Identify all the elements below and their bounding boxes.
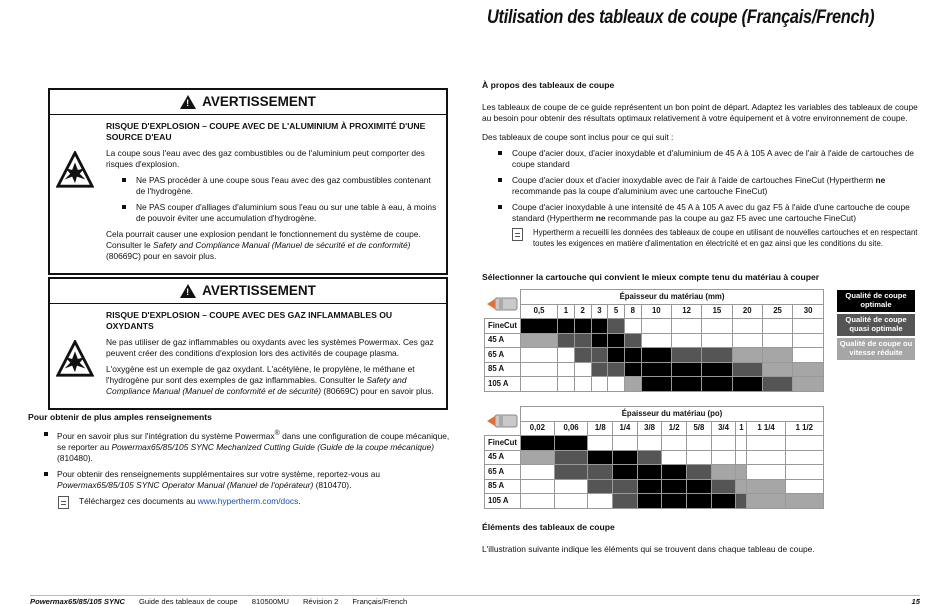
quality-cell xyxy=(711,465,736,480)
quality-cell xyxy=(702,348,732,363)
quality-cell xyxy=(558,362,575,377)
warning-header xyxy=(50,90,446,115)
list-item: Coupe d'acier doux, d'acier inoxydable et d'aluminium de 45 A à 105 A avec de l'air à l'aide de cartouches de coupe standard xyxy=(482,148,922,170)
list-item: Pour obtenir des renseignements supplémentaires sur votre système, reportez-vous au Powermax65/85/105 SYNC Operator Manual (Manuel de l'opérateur) (810470). xyxy=(28,469,456,491)
quality-cell xyxy=(554,450,588,465)
quality-cell xyxy=(702,377,732,392)
quality-cell xyxy=(641,333,671,348)
row-label: 85 A xyxy=(485,362,521,377)
column-header: 8 xyxy=(624,304,641,319)
quality-cell xyxy=(747,436,785,451)
more-info-section xyxy=(28,412,456,509)
quality-cell xyxy=(785,450,823,465)
footer-page-number: 15 xyxy=(911,597,920,605)
quality-cell xyxy=(588,450,613,465)
quality-cell xyxy=(793,333,824,348)
section-heading: À propos des tableaux de coupe xyxy=(482,80,615,90)
quality-cell xyxy=(624,362,641,377)
quality-cell xyxy=(687,465,712,480)
quality-cell xyxy=(736,450,747,465)
quality-cell xyxy=(762,362,792,377)
warning-text: L'oxygène est un exemple de gaz oxydant. L'acétylène, le propylène, le méthane et l'hydrogène pur sont des exemples de gaz inflammables. Consulter le Safety and Compliance Manual (Manuel de conformité et de sécurité) (80669C) pour en savoir plus. xyxy=(106,364,434,397)
quality-cell xyxy=(662,450,687,465)
column-header: 1/8 xyxy=(588,421,613,436)
quality-cell xyxy=(793,362,824,377)
quality-cell xyxy=(785,479,823,494)
column-header: 5/8 xyxy=(687,421,712,436)
footer-language: Français/French xyxy=(352,597,408,605)
table-row xyxy=(485,319,824,334)
table-row xyxy=(485,494,824,509)
legend-item-optimal: Qualité de coupe optimale xyxy=(836,289,916,313)
quality-cell xyxy=(521,333,558,348)
warning-bullet: Ne PAS procéder à une coupe sous l'eau avec des gaz combustibles contenant de l'hydrogène. xyxy=(106,175,438,197)
quality-cell xyxy=(662,436,687,451)
quality-cell xyxy=(613,494,638,509)
explosion-hazard-icon xyxy=(56,340,94,378)
quality-cell xyxy=(687,494,712,509)
quality-cell xyxy=(736,436,747,451)
quality-cell xyxy=(558,333,575,348)
quality-cell xyxy=(608,377,625,392)
quality-cell xyxy=(671,333,701,348)
column-header: 1 1/4 xyxy=(747,421,785,436)
row-label: FineCut xyxy=(485,436,521,451)
quality-cell xyxy=(702,333,732,348)
quality-cell xyxy=(521,494,555,509)
quality-cell xyxy=(641,377,671,392)
quality-cell xyxy=(732,362,762,377)
quality-cell xyxy=(558,377,575,392)
warning-text: Cela pourrait causer une explosion pendant le fonctionnement du système de coupe. Consulter le Safety and Compliance Manual (Manuel de sécurité et de conformité) (80669C) pour en savoir plus. xyxy=(106,228,421,261)
table-row xyxy=(485,333,824,348)
page-footer xyxy=(30,595,920,605)
quality-cell xyxy=(762,348,792,363)
column-header: 0,5 xyxy=(521,304,558,319)
quality-cell xyxy=(711,479,736,494)
table-row xyxy=(485,377,824,392)
table-corner xyxy=(485,421,521,436)
warning-title: RISQUE D'EXPLOSION – COUPE AVEC DE L'ALUMINIUM À PROXIMITÉ D'UNE SOURCE D'EAU xyxy=(106,121,426,143)
paragraph: Des tableaux de coupe sont inclus pour ce qui suit : xyxy=(482,132,674,143)
quality-cell xyxy=(591,333,608,348)
quality-cell xyxy=(637,479,662,494)
quality-cell xyxy=(762,377,792,392)
about-section xyxy=(482,80,922,249)
quality-cell xyxy=(588,494,613,509)
column-header: 1 1/2 xyxy=(785,421,823,436)
warning-triangle-icon: ! xyxy=(180,284,196,298)
quality-cell xyxy=(558,319,575,334)
explosion-hazard-icon xyxy=(56,151,94,189)
row-label: 65 A xyxy=(485,348,521,363)
column-header: 12 xyxy=(671,304,701,319)
quality-cell xyxy=(747,465,785,480)
quality-cell xyxy=(785,494,823,509)
quality-legend xyxy=(836,289,916,361)
row-label: 105 A xyxy=(485,377,521,392)
warning-text: Ne pas utiliser de gaz inflammables ou oxydants avec les systèmes Powermax. Ces gaz peuvent créer des conditions d'explosion lors des activités de coupage plasma. xyxy=(106,337,434,359)
table-row xyxy=(485,436,824,451)
quality-cell xyxy=(574,377,591,392)
quality-cell xyxy=(613,465,638,480)
quality-cell xyxy=(762,319,792,334)
quality-cell xyxy=(624,377,641,392)
list-item: Coupe d'acier inoxydable à une intensité de 45 A à 105 A avec du gaz F5 à l'aide d'une cartouche de coupe standard (Hypertherm ne recommande pas la coupe au gaz F5 avec une cartouche FineCut) xyxy=(482,202,922,224)
quality-cell xyxy=(637,465,662,480)
quality-cell xyxy=(793,319,824,334)
quality-cell xyxy=(591,319,608,334)
quality-cell xyxy=(554,436,588,451)
warning-box-gases xyxy=(48,277,448,410)
quality-cell xyxy=(624,348,641,363)
note: Hypertherm a recueilli les données des tableaux de coupe en utilisant de nouvelles cartouches et en respectant toutes les exigences en matière d'alimentation en électricité et en gaz ainsi que les conditions du site. xyxy=(482,228,922,248)
warning-title: RISQUE D'EXPLOSION – COUPE AVEC DES GAZ INFLAMMABLES OU OXYDANTS xyxy=(106,310,393,332)
quality-cell xyxy=(662,479,687,494)
warning-header-label: AVERTISSEMENT xyxy=(202,283,316,299)
quality-cell xyxy=(521,377,558,392)
footer-guide: Guide des tableaux de coupe xyxy=(138,597,238,605)
row-label: 45 A xyxy=(485,333,521,348)
quality-cell xyxy=(613,436,638,451)
column-header: 30 xyxy=(793,304,824,319)
quality-cell xyxy=(613,479,638,494)
warning-text: La coupe sous l'eau avec des gaz combustibles ou de l'aluminium peut comporter des risques d'explosion. xyxy=(106,148,425,170)
row-label: 85 A xyxy=(485,479,521,494)
elements-section xyxy=(482,522,922,560)
footer-doc-number: 810500MU xyxy=(251,597,289,605)
section-heading: Sélectionner la cartouche qui convient le mieux compte tenu du matériau à couper xyxy=(482,272,820,282)
column-header: 1 xyxy=(558,304,575,319)
footer-revision: Révision 2 xyxy=(302,597,339,605)
quality-cell xyxy=(736,479,747,494)
quality-cell xyxy=(662,494,687,509)
warning-triangle-icon: ! xyxy=(180,95,196,109)
quality-cell xyxy=(574,333,591,348)
table-row xyxy=(485,362,824,377)
quality-cell xyxy=(747,479,785,494)
quality-cell xyxy=(762,333,792,348)
quality-cell xyxy=(637,450,662,465)
quality-cell xyxy=(554,494,588,509)
table-row xyxy=(485,450,824,465)
column-header: 0,02 xyxy=(521,421,555,436)
quality-cell xyxy=(608,362,625,377)
quality-cell xyxy=(637,436,662,451)
column-header: 3/4 xyxy=(711,421,736,436)
quality-cell xyxy=(711,436,736,451)
quality-cell xyxy=(785,436,823,451)
quality-cell xyxy=(558,348,575,363)
column-header: 1 xyxy=(736,421,747,436)
column-header: 25 xyxy=(762,304,792,319)
quality-cell xyxy=(591,348,608,363)
page-title: Utilisation des tableaux de coupe (Français/French) xyxy=(487,7,875,28)
row-label: 105 A xyxy=(485,494,521,509)
quality-cell xyxy=(702,319,732,334)
quality-cell xyxy=(521,362,558,377)
legend-item-near-optimal: Qualité de coupe quasi optimale xyxy=(836,313,916,337)
quality-cell xyxy=(521,348,558,363)
column-header: 5 xyxy=(608,304,625,319)
quality-cell xyxy=(687,479,712,494)
table-row xyxy=(485,479,824,494)
quality-cell xyxy=(591,362,608,377)
column-header: 0,06 xyxy=(554,421,588,436)
quality-cell xyxy=(687,450,712,465)
column-header: 1/4 xyxy=(613,421,638,436)
warning-bullet: Ne PAS couper d'alliages d'aluminium sous l'eau ou sur une table à eau, à moins de pouvoir éviter une accumulation d'hydrogène. xyxy=(106,202,438,224)
quality-cell xyxy=(624,319,641,334)
docs-link[interactable]: www.hypertherm.com/docs xyxy=(197,495,299,506)
cut-chart-table-in xyxy=(484,406,824,509)
quality-cell xyxy=(736,465,747,480)
table-row xyxy=(485,465,824,480)
quality-cell xyxy=(588,465,613,480)
warning-box-aluminium xyxy=(48,88,448,275)
quality-cell xyxy=(732,377,762,392)
column-header: 20 xyxy=(732,304,762,319)
note-icon xyxy=(512,228,523,241)
quality-cell xyxy=(671,348,701,363)
quality-cell xyxy=(736,494,747,509)
quality-cell xyxy=(608,319,625,334)
quality-cell xyxy=(574,362,591,377)
quality-cell xyxy=(785,465,823,480)
quality-cell xyxy=(521,436,555,451)
quality-cell xyxy=(671,377,701,392)
table-row xyxy=(485,348,824,363)
column-header: 15 xyxy=(702,304,732,319)
column-header: 3/8 xyxy=(637,421,662,436)
column-header: 10 xyxy=(641,304,671,319)
thickness-header: Épaisseur du matériau (mm) xyxy=(521,290,824,305)
legend-item-reduced: Qualité de coupe ou vitesse réduite xyxy=(836,337,916,361)
warning-header xyxy=(50,279,446,304)
table-corner xyxy=(485,407,521,422)
quality-cell xyxy=(574,319,591,334)
quality-cell xyxy=(793,348,824,363)
table-corner xyxy=(485,290,521,305)
column-header: 2 xyxy=(574,304,591,319)
row-label: 65 A xyxy=(485,465,521,480)
thickness-header: Épaisseur du matériau (po) xyxy=(521,407,824,422)
row-label: FineCut xyxy=(485,319,521,334)
column-header: 1/2 xyxy=(662,421,687,436)
quality-cell xyxy=(671,362,701,377)
quality-cell xyxy=(591,377,608,392)
quality-cell xyxy=(521,479,555,494)
quality-cell xyxy=(637,494,662,509)
quality-cell xyxy=(521,319,558,334)
section-heading: Éléments des tableaux de coupe xyxy=(482,522,615,532)
quality-cell xyxy=(662,465,687,480)
quality-cell xyxy=(641,362,671,377)
quality-cell xyxy=(624,333,641,348)
cut-chart-table-mm xyxy=(484,289,824,392)
quality-cell xyxy=(554,479,588,494)
table-corner xyxy=(485,304,521,319)
quality-cell xyxy=(732,333,762,348)
list-item: Coupe d'acier doux et d'acier inoxydable avec de l'air à l'aide de cartouches FineCut (Hypertherm ne recommande pas la coupe d'aluminium avec une cartouche FineCut) xyxy=(482,175,922,197)
quality-cell xyxy=(747,494,785,509)
column-header: 3 xyxy=(591,304,608,319)
quality-cell xyxy=(702,362,732,377)
quality-cell xyxy=(608,348,625,363)
quality-cell xyxy=(687,436,712,451)
note: Téléchargez ces documents au www.hypertherm.com/docs. xyxy=(28,496,456,509)
row-label: 45 A xyxy=(485,450,521,465)
paragraph: Les tableaux de coupe de ce guide représentent un bon point de départ. Adaptez les variables des tableaux de coupe au besoin pour obtenir des résultats optimaux relativement à votre équipement et à votre environnement de coupe. xyxy=(482,102,918,124)
quality-cell xyxy=(641,319,671,334)
quality-cell xyxy=(732,319,762,334)
quality-cell xyxy=(588,479,613,494)
paragraph: L'illustration suivante indique les éléments qui se trouvent dans chaque tableau de coupe. xyxy=(482,544,815,555)
quality-cell xyxy=(521,450,555,465)
quality-cell xyxy=(521,465,555,480)
quality-cell xyxy=(711,450,736,465)
list-item: Pour en savoir plus sur l'intégration du système Powermax® dans une configuration de coupe mécanique, se reporter au Powermax65/85/105 SYNC Mechanized Cutting Guide (Guide de la coupe mécanique) (810480). xyxy=(28,429,456,464)
quality-cell xyxy=(574,348,591,363)
warning-header-label: AVERTISSEMENT xyxy=(202,94,316,110)
quality-cell xyxy=(711,494,736,509)
note-icon xyxy=(58,496,69,509)
quality-cell xyxy=(793,377,824,392)
section-heading: Pour obtenir de plus amples renseignements xyxy=(28,412,212,422)
quality-cell xyxy=(588,436,613,451)
quality-cell xyxy=(608,333,625,348)
quality-cell xyxy=(671,319,701,334)
footer-product: Powermax65/85/105 SYNC xyxy=(30,597,125,605)
quality-cell xyxy=(732,348,762,363)
quality-cell xyxy=(641,348,671,363)
quality-cell xyxy=(554,465,588,480)
quality-cell xyxy=(613,450,638,465)
quality-cell xyxy=(747,450,785,465)
